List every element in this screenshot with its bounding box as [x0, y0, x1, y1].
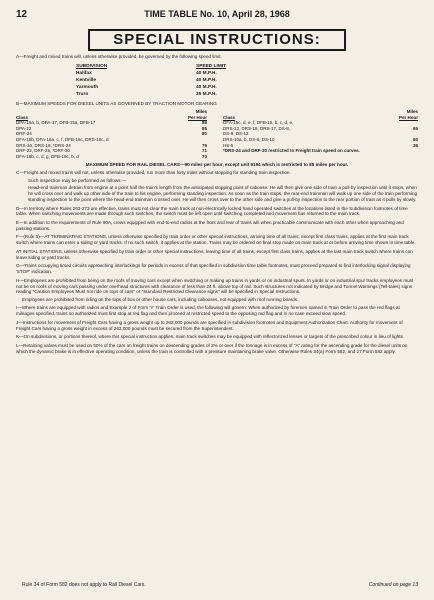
unit-mph: 70 — [201, 153, 207, 159]
table-row — [16, 154, 207, 160]
initial-stations-text: AT INITIAL STATIONS, unless otherwise specified by train order or other special instructions, leaving time of all trains, except first class trains, applies at the last main track switch where trains can leave siding or yard tracks. — [16, 248, 413, 260]
unit-class: DRF-24 — [16, 131, 32, 137]
section-c — [16, 170, 418, 203]
per-hour-label: Per Hour — [398, 114, 418, 120]
section-a-text: A—Freight and mixed trains will, unless otherwise provided, be governed by the following speed limit. — [16, 53, 222, 59]
miles-label: Miles — [406, 109, 418, 115]
special-instructions-title: SPECIAL INSTRUCTIONS: — [88, 29, 346, 51]
unit-class: DFA-16b, c, d, g, DFB-16c, b, d — [16, 153, 79, 159]
table-row — [76, 70, 316, 77]
table-row — [76, 77, 316, 84]
speed-limit-value: 35 M.P.H. — [196, 92, 217, 98]
page-header — [16, 8, 418, 22]
timetable-title: TIME TABLE No. 10, April 28, 1968 — [144, 9, 290, 19]
unit-class: DRF-22, DRF-25, *DRF-30 — [16, 148, 71, 154]
section-l — [16, 343, 418, 355]
unit-mph: 89 — [201, 120, 207, 126]
section-a — [16, 54, 418, 99]
table-row — [76, 84, 316, 91]
section-h-text: H—Employees are prohibited from being on the roofs of moving cars except when switching or making up trains in yards or on industrial spurs. In yards or on industrial spur tracks employees must not be on roofs of moving cars passing under overhead structures with clearance of less than 24 ft. above top of rail. Such structures not indicated by Bridge and Tunnel Warnings (Tell-tales) signs reading "Caution Employees Must not ride on tops of cars" or "Standard Restricted Clearance signs" will be specified in Special Instructions. — [16, 277, 414, 295]
unit-class: DRS-12, DRS-15, DRS-17, DS-8, — [223, 125, 291, 131]
section-j-text: J—Instructions for movement of Freight Cars having a gross weight up to 263,000 pounds are specified in subdivision footnotes and Equipment Authorization Chart. Authority for movement of Freight Cars having a gross weight in excess of 263,000 pounds must be secured from the Superintendent. — [16, 319, 403, 331]
section-c-sub: Such inspection may be performed as follows:— — [28, 177, 127, 183]
unit-mph: 80 — [201, 131, 207, 137]
rail-diesel-max-speed: MAXIMUM SPEED FOR RAIL DIESEL CARS—90 miles per hour, except unit 9194 which is restricted to 85 miles per hour. — [85, 161, 349, 167]
miles-label: Miles — [195, 109, 207, 115]
subdivision-name: Kentville — [76, 77, 96, 83]
diesel-speed-note: *DRS-24 and DRF-30 restricted to Freight train speed on curves. — [223, 148, 360, 154]
unit-mph: 60 — [412, 136, 418, 142]
page-number: 12 — [16, 9, 28, 20]
speed-limit-table — [76, 63, 316, 99]
class-header: Class — [223, 114, 236, 120]
speed-limit-value: 40 M.P.H. — [196, 85, 217, 91]
unit-class: DPA-22 — [16, 125, 32, 131]
unit-class: DFA-15c, d, e, f, DFB-15, b, c, d, e, — [223, 120, 294, 126]
section-b — [16, 101, 418, 159]
unit-mph: 75 — [201, 142, 207, 148]
diesel-speed-left-column — [16, 109, 217, 159]
section-l-sub: Rule 34 of Form 582 does not apply to Rail Diesel Cars. — [22, 582, 146, 588]
unit-class: DFA-15b, DFA-16a, c, f, DFB-16c, DRS-10c, d — [16, 136, 109, 142]
section-e-text: E—In addition to the requirements of Rule 90A, crews equipped with end-to-end radios at the front and rear of trains will when practicable communicate with each other when approaching and passing stations. — [16, 219, 404, 231]
mph-header — [399, 109, 418, 120]
mph-header — [188, 109, 207, 120]
class-header: Class — [16, 114, 29, 120]
section-k-text: K—On subdivisions, or portions thereof, where this special instruction applies, main track switches may be equipped with reflectorized lenses or targets of the prescribed colour in lieu of lights. — [16, 334, 405, 340]
unit-class: DS-9, DS-12 — [223, 131, 249, 137]
speed-limit-value: 40 M.P.H. — [196, 77, 217, 83]
speed-limit-header-label: SPEED LIMIT — [196, 63, 227, 69]
subdivision-header: SUBDIVISION — [76, 63, 108, 69]
section-f-text: F—(Rule 5)—AT TERMINATING STATIONS, unless otherwise specified by train order or other special instructions, arriving time of all trains, except first class trains, applies at the first main track switch where trains can enter a siding or yard tracks. If no such switch, it applies at the station. Trains may be ordered on final stop made on main track at or before arriving time shown in time table. — [16, 234, 416, 246]
page-footer — [16, 582, 418, 588]
unit-mph: 71 — [201, 148, 207, 154]
diesel-speed-left-header — [16, 109, 207, 120]
speed-limit-value: 40 M.P.H. — [196, 70, 217, 76]
unit-class: HS-5 — [223, 142, 234, 148]
subdivision-name: Yarmouth — [76, 85, 99, 91]
unit-class: DRS-16, DRS-18, *DRS-24 — [16, 142, 71, 148]
unit-mph: 35 — [412, 142, 418, 148]
per-hour-label: Per Hour — [187, 114, 207, 120]
unit-mph: 85 — [201, 125, 207, 131]
subdivision-name: Truro — [76, 92, 89, 98]
unit-class: DRS-10a, b, DS-6, DS-10 — [223, 136, 275, 142]
table-row — [76, 91, 316, 98]
speed-limit-header — [76, 63, 316, 70]
section-h — [16, 278, 418, 303]
diesel-speed-right-header — [223, 109, 418, 120]
continued-note: Continued on page 13 — [368, 582, 418, 588]
section-b-text: B—MAXIMUM SPEEDS FOR DIESEL UNITS AS GOVERNED BY TRACTION MOTOR GEARING — [16, 101, 217, 107]
section-h-sub: Employees are prohibited from riding on the tops of box or other house cars, including cabooses, not equipped with roof running boards. — [22, 296, 299, 302]
unit-class: DPA-15a, b, DPA-17, DFB-15a, DFB-17 — [16, 120, 96, 126]
section-g-text: G—Trains occupying timed circuits approaching interlockings for periods in excess of that specified in subdivision time table footnotes, must proceed prepared to find interlocking signal displaying 'STOP' indication. — [16, 263, 411, 275]
section-l-text: L—Retaining valves must be used on 50% of the cars on freight trains on descending grades of 2% or over if the tonnage is in excess of "A" rating for the ascending grade for the diesel units on which the dynamic brake is in effective operating condition, unless the train is controlled with a pressure maintaining brake valve. Otherwise Rules 34(a) Form 582, and 27 Form 582 apply. — [16, 342, 408, 354]
section-d-text: D—In territory where Rules 263-273 are effective, trains must not clear the main track at non-electrically locked hand operated switches at the locations listed in the Subdivision footnotes of time table. When switching movements are made through such switches, the switch must be left open until switching completed and movement has returned to the main track. — [16, 205, 408, 217]
diesel-speed-right-column — [217, 109, 418, 159]
section-i-text: I—Where trains are equipped with radios and Example 2 of Form 'Y' Train Order is used, the following will govern: When authorized by foremen named in Train Order to pass the red flags at mileages specified, trains so authorized must first stop at red flag and then proceed at restricted speed to the opposing red flag and in no case exceed slow speed. — [16, 305, 400, 317]
unit-mph: 65 — [412, 125, 418, 131]
subdivision-name: Halifax — [76, 70, 92, 76]
section-c-text: C—Freight and mixed trains will not, unless otherwise provided, run more than forty miles without stopping for standing train inspection. — [16, 170, 291, 176]
diesel-speed-table — [16, 109, 418, 159]
section-c-procedure: Head-end trainman detrain from engine at a point half the train's length from the anticipated stopping point of caboose. He will then give one side of train a pull-by inspection until it stops, when he will cross over and walk up other side of the train to his engine, performing standing inspection. As soon as the train stops, the rear-end trainman will walk up one side of the train performing standing inspection to the point where the head-end trainman crossed over. He will then cross over to the other side and give a pull-by inspection to the rear portion of train as it pulls by slowly. — [28, 185, 418, 203]
